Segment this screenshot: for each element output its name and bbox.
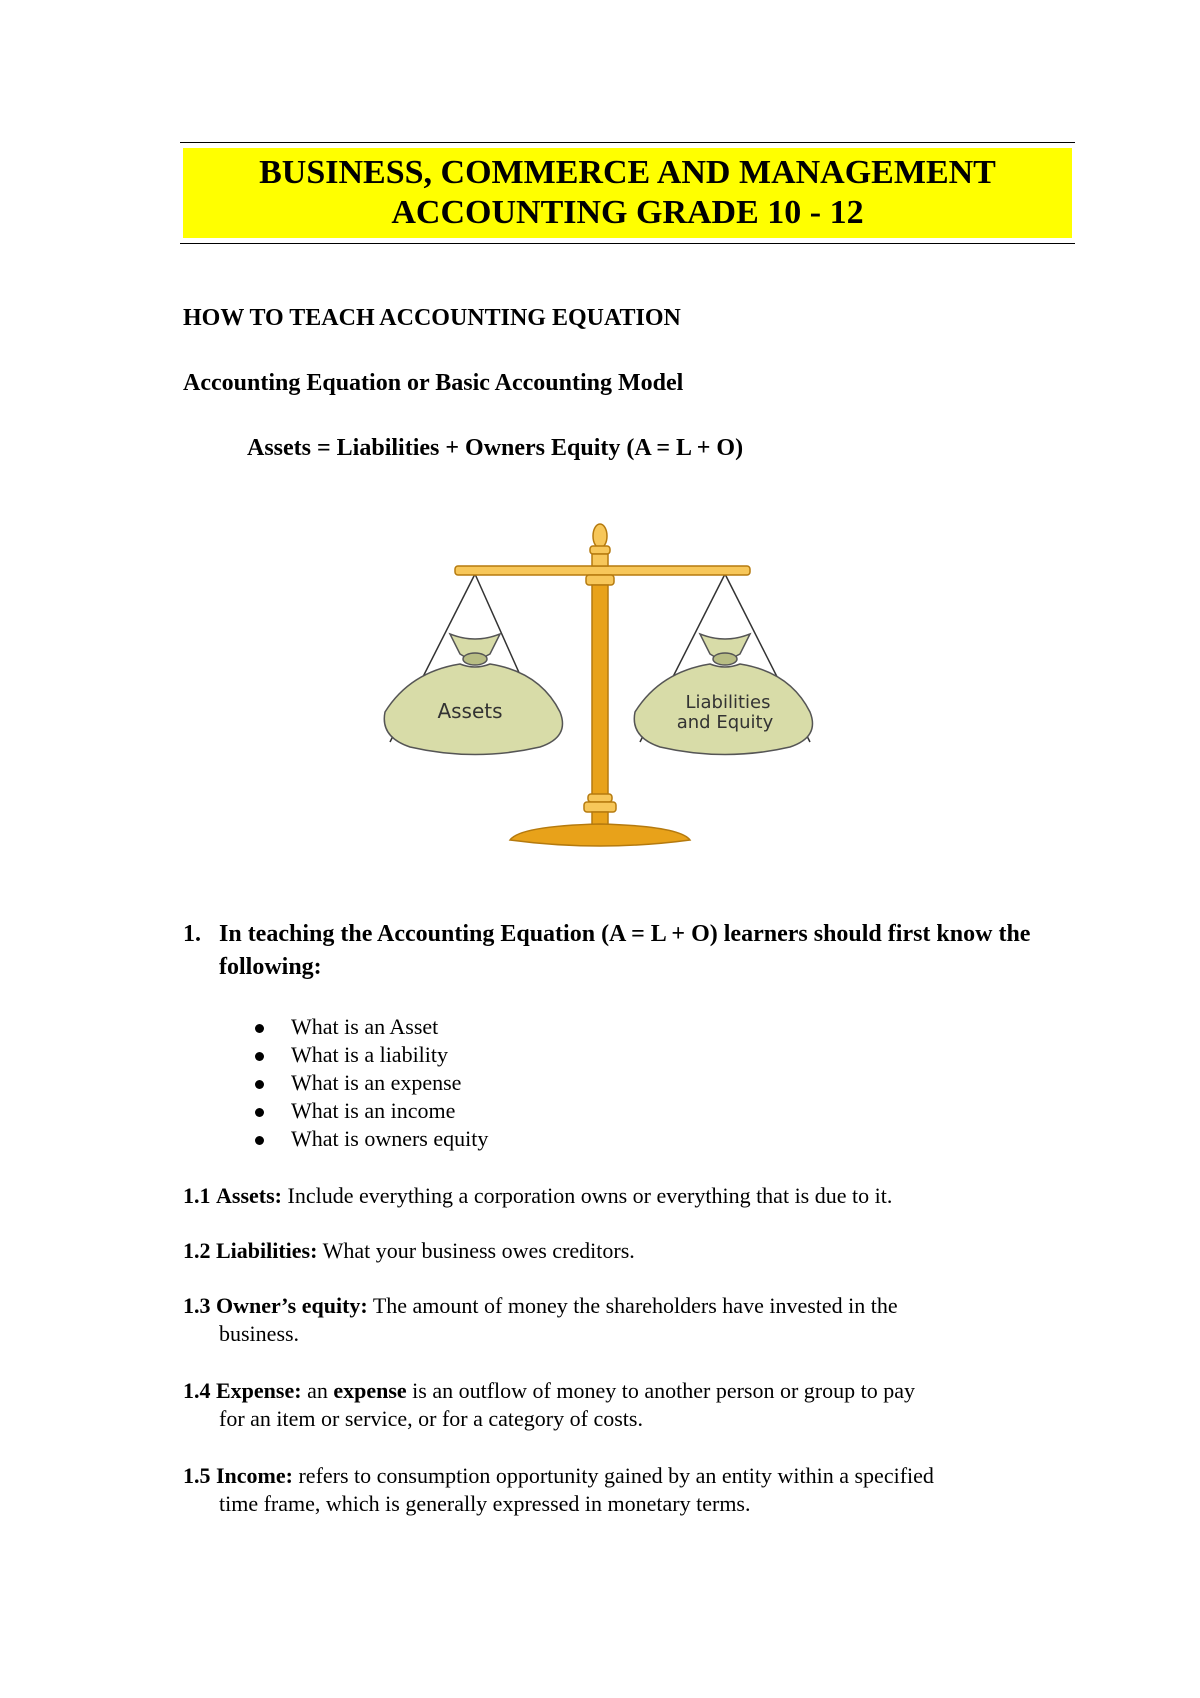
title-line-1: BUSINESS, COMMERCE AND MANAGEMENT [259, 154, 996, 191]
scale-pillar [592, 585, 608, 795]
question-1-text: In teaching the Accounting Equation (A = L + O) learners should first know the following: [219, 921, 1031, 980]
assets-bag-label: Assets [437, 699, 503, 723]
scale-beam [455, 566, 750, 575]
scale-base [510, 824, 690, 846]
liabilities-bag-label-1: Liabilities [685, 692, 771, 713]
liabilities-equity-bag [634, 634, 812, 755]
definition-assets: 1.1 Assets: Include everything a corporation owns or everything that is due to it. [183, 1183, 893, 1208]
definition-owners-equity: 1.3 Owner’s equity: The amount of money the shareholders have invested in the business. [183, 1293, 898, 1346]
definition-income: 1.5 Income: refers to consumption opportunity gained by an entity within a specified time frame, which is generally expressed in monetary terms. [183, 1463, 934, 1516]
accounting-equation: Assets = Liabilities + Owners Equity (A = L + O) [247, 435, 744, 461]
definition-expense: 1.4 Expense: an expense is an outflow of money to another person or group to pay for an item or service, or for a category of costs. [183, 1378, 915, 1431]
bullet-icon [255, 1052, 264, 1061]
title-line-2: ACCOUNTING GRADE 10 - 12 [391, 194, 864, 231]
bullet-icon [255, 1136, 264, 1145]
model-heading: Accounting Equation or Basic Accounting Model [183, 370, 684, 396]
document-page: BUSINESS, COMMERCE AND MANAGEMENT ACCOUNTING GRADE 10 - 12 HOW TO TEACH ACCOUNTING EQUATION Accounting Equation or Basic Accounting Model Assets = Liabilities + Owners Equity (A = L + O) Assets Liabilities and Equity 1. In teaching the Accounting Equation (A = L + O) learners should first know the following: What is an Asset What is a liability What is an expense What is an income What is owners equity 1.1 Assets: Include everything a corporation owns or everything that is due to it. 1.2 Liabilities: What your business owes creditors. 1.3 Owner’s equity: The amount of money the shareholders have invested in the business. 1.4 Expense: an expense is an outflow of money to another person or group to pay for an item or service, or for a category of costs. 1.5 Income: refers to consumption opportunity gained by an entity within a specified time frame, which is generally expressed in monetary terms. [0, 0, 1200, 1698]
bullet-icon [255, 1080, 264, 1089]
balance-scale-illustration [380, 522, 830, 852]
assets-bag [384, 634, 562, 755]
bullet-icon [255, 1108, 264, 1117]
section-heading: HOW TO TEACH ACCOUNTING EQUATION [183, 305, 681, 331]
liabilities-bag-label-2: and Equity [676, 712, 774, 733]
bullet-icon [255, 1024, 264, 1033]
title-banner [180, 142, 1075, 244]
question-1-number: 1. [183, 921, 201, 947]
definition-liabilities: 1.2 Liabilities: What your business owes creditors. [183, 1238, 635, 1263]
